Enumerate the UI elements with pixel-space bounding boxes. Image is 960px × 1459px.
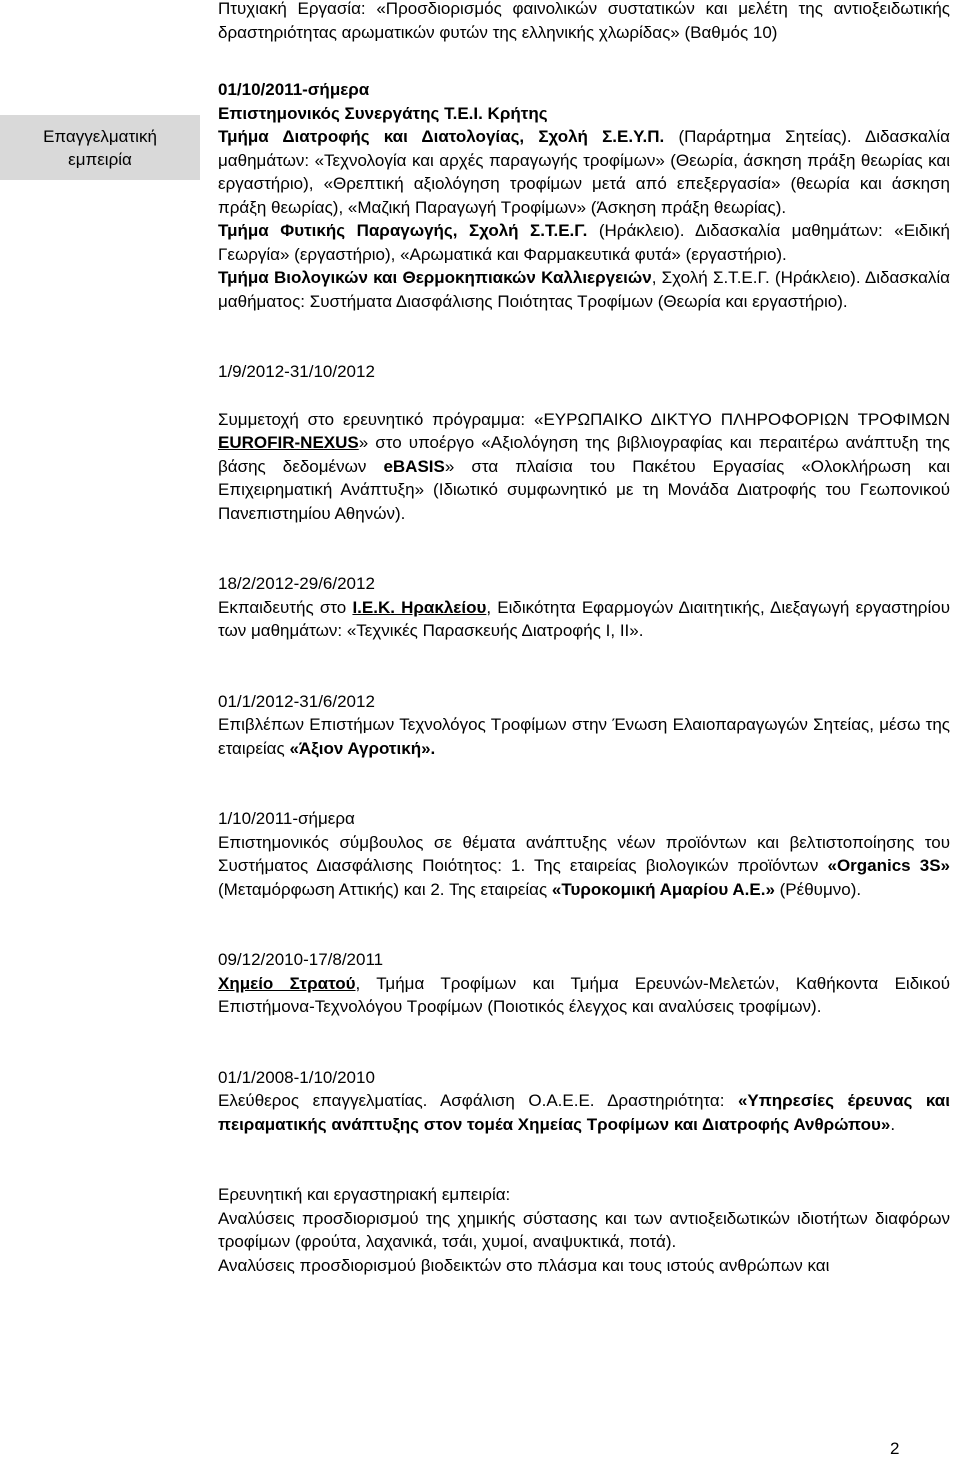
entry-text: Εκπαιδευτής στο Ι.Ε.Κ. Ηρακλείου, Ειδικότητα Εφαρμογών Διαιτητικής, Διεξαγωγή εργαστηρίου των μαθημάτων: «Τεχνικές Παρασκευής Διατροφής Ι, ΙΙ». [218, 597, 951, 640]
experience-entry [218, 948, 950, 1019]
institution-name: Χημείο Στρατού [218, 973, 356, 993]
research-section [218, 1183, 950, 1277]
project-name: EUROFIR-NEXUS [218, 433, 359, 452]
entry-text [218, 266, 950, 313]
entry-dates: 01/10/2011-σήμερα [218, 80, 370, 99]
entry-text [218, 125, 950, 219]
dept-name: Τμήμα Φυτικής Παραγωγής, Σχολή Σ.Τ.Ε.Γ. [218, 221, 588, 240]
research-item: Αναλύσεις προσδιορισμού βιοδεικτών στο πλάσμα και τους ιστούς ανθρώπων και [218, 1255, 830, 1275]
company-name: «Άξιον Αγροτική». [289, 738, 436, 758]
institution-name: Ι.Ε.Κ. Ηρακλείου [352, 597, 487, 617]
entry-text [218, 219, 950, 266]
company-name: «Τυροκομική Αμαρίου Α.Ε.» [551, 879, 775, 899]
dept-name: Τμήμα Διατροφής και Διατολογίας, Σχολή Σ.Ε.Υ.Π. [218, 127, 665, 146]
database-name: eBASIS [383, 456, 445, 476]
entry-text: Χημείο Στρατού, Τμήμα Τροφίμων και Τμήμα Ερευνών-Μελετών, Καθήκοντα Ειδικού Επιστήμονα-Τεχνολόγου Τροφίμων (Ποιοτικός έλεγχος και αναλύσεις τροφίμων). [218, 973, 950, 1016]
experience-entry [218, 360, 950, 525]
experience-entry [218, 1066, 950, 1137]
entry-text: Επιστημονικός σύμβουλος σε θέματα ανάπτυξης νέων προϊόντων και βελτιστοποίησης του Συστήματος Διασφάλισης Ποιότητος: 1. Της εταιρείας βιολογικών προϊόντων «Organics 3S» (Μεταμόρφωση Αττικής) και 2. Της εταιρείας «Τυροκομική Αμαρίου Α.Ε.» (Ρέθυμνο). [218, 832, 950, 899]
section-label [43, 125, 157, 171]
entry-text: Συμμετοχή στο ερευνητικό πρόγραμμα: «ΕΥΡΩΠΑΙΚΟ ΔΙΚΤΥΟ ΠΛΗΡΟΦΟΡΙΩΝ ΤΡΟΦΙΜΩΝ EUROFIR-NEXUS» στο υποέργο «Αξιολόγηση της βιβλιογραφίας και περαιτέρω ανάπτυξη της βάσης δεδομένων eBASIS» στα πλαίσια του Πακέτου Εργασίας «Ολοκλήρωση και Επιχειρηματική Ανάπτυξη» (Ιδιωτικό συμφωνητικό με τη Μονάδα Διατροφής του Γεωπονικού Πανεπιστημίου Αθηνών). [218, 409, 950, 523]
research-heading: Ερευνητική και εργαστηριακή εμπειρία: [218, 1185, 511, 1204]
entry-text: Επιβλέπων Επιστήμων Τεχνολόγος Τροφίμων στην Ένωση Ελαιοπαραγωγών Σητείας, μέσω της εταιρείας «Άξιον Αγροτική». [218, 715, 950, 758]
section-label-line2: εμπειρία [68, 149, 132, 169]
company-name: «Organics 3S» [827, 856, 950, 875]
entry-text: Ελεύθερος επαγγελματίας. Ασφάλιση Ο.Α.Ε.Ε. Δραστηριότητα: «Υπηρεσίες έρευνας και πειραματικής ανάπτυξης στον τομέα Χημείας Τροφίμων και Διατροφής Ανθρώπου». [218, 1091, 950, 1134]
entry-dates: 01/1/2008-1/10/2010 [218, 1067, 375, 1087]
dept-description: (Παράρτημα Σητείας). Διδασκαλία μαθημάτων: «Τεχνολογία και αρχές παραγωγής τροφίμων» (Θεωρία, άσκηση πράξη θεωρίας και εργαστήριο), «Θρεπτική αξιολόγηση τροφίμων μετά από επεξεργασία» (θεωρία και άσκηση πράξη θεωρίας), «Μαζική Παραγωγή Τροφίμων» (Άσκηση πράξη θεωρίας). [218, 127, 950, 217]
dept-description: , Σχολή Σ.Τ.Ε.Γ. (Ηράκλειο). Διδασκαλία μαθήματος: Συστήματα Διασφάλισης Ποιότητας Τροφίμων (Θεωρία και εργαστήριο). [218, 268, 950, 311]
activity-name: «Υπηρεσίες έρευνας και πειραματικής ανάπτυξης στον τομέα Χημείας Τροφίμων και Διατροφής Ανθρώπου» [218, 1091, 950, 1134]
section-label-box [0, 115, 200, 180]
page-number: 2 [890, 1439, 900, 1458]
thesis-paragraph: Πτυχιακή Εργασία: «Προσδιορισμός φαινολικών συστατικών και μελέτη της αντιοξειδωτικής δραστηριότητας αρωματικών φυτών της ελληνικής χλωρίδας» (Βαθμός 10) [218, 0, 950, 42]
dept-description: (Ηράκλειο). Διδασκαλία μαθημάτων: «Ειδική Γεωργία» (εργαστήριο), «Αρωματικά και Φαρμακευτικά φυτά» (εργαστήριο). [218, 221, 950, 264]
content-column [218, 0, 950, 1277]
dept-name: Τμήμα Βιολογικών και Θερμοκηπιακών Καλλιεργειών [218, 268, 652, 287]
entry-dates: 01/1/2012-31/6/2012 [218, 691, 375, 711]
experience-entry [218, 690, 950, 761]
entry-dates: 1/9/2012-31/10/2012 [218, 362, 375, 381]
research-item: Αναλύσεις προσδιορισμού της χημικής σύστασης και των αντιοξειδωτικών ιδιοτήτων διαφόρων τροφίμων (φρούτα, λαχανικά, τσάι, χυμοί, αναψυκτικά, ποτά). [218, 1208, 950, 1251]
experience-entry [218, 807, 950, 901]
entry-dates: 09/12/2010-17/8/2011 [218, 950, 384, 969]
experience-entry [218, 572, 950, 643]
entry-role: Επιστημονικός Συνεργάτης Τ.Ε.Ι. Κρήτης [218, 103, 548, 123]
experience-entry [218, 78, 950, 313]
entry-dates: 1/10/2011-σήμερα [218, 809, 355, 828]
section-label-line1: Επαγγελματική [43, 126, 157, 146]
entry-dates: 18/2/2012-29/6/2012 [218, 574, 375, 593]
